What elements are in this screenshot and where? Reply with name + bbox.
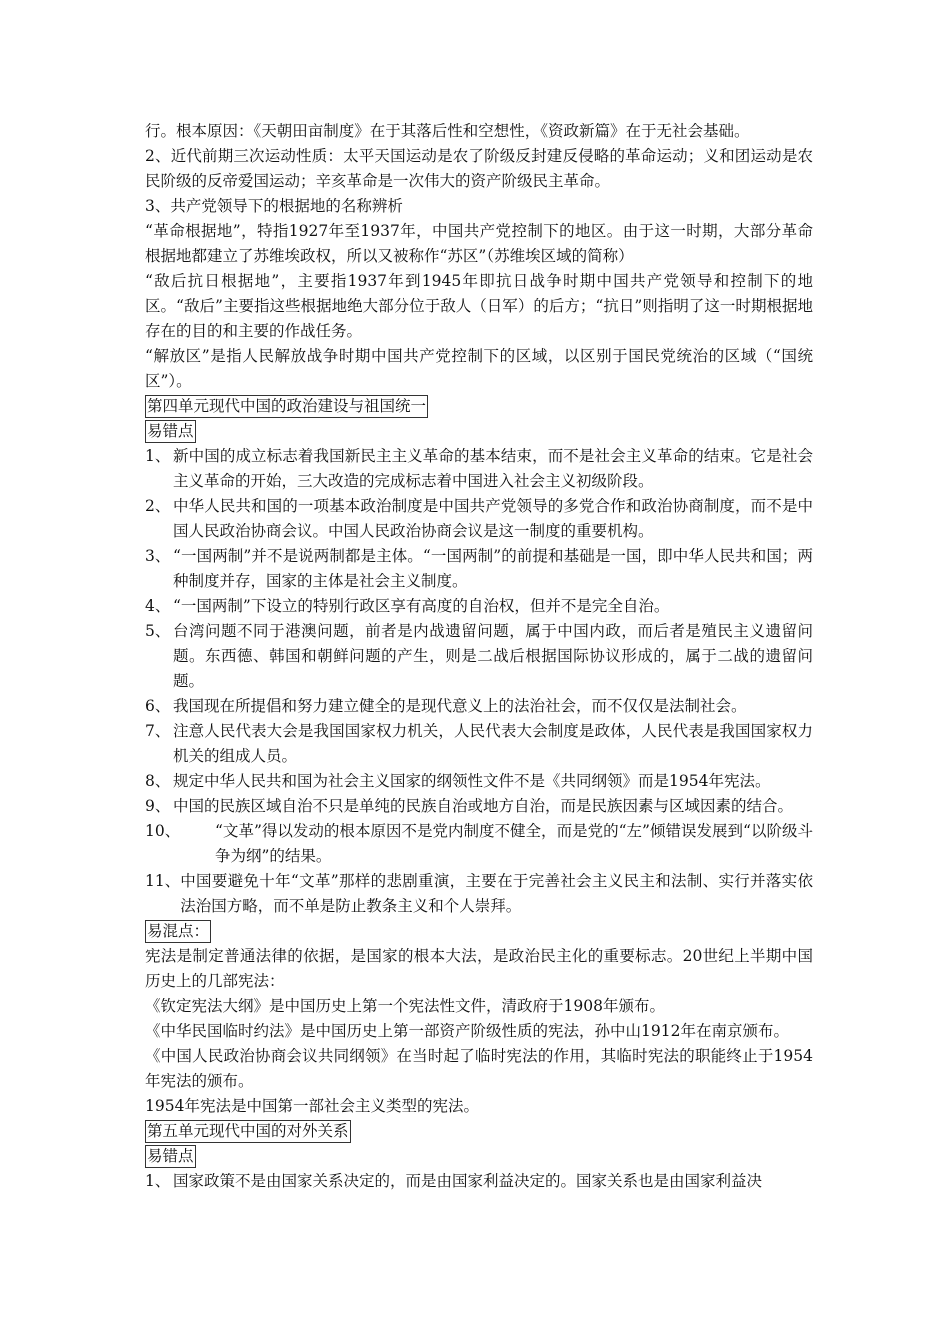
unit5-title: 第五单元现代中国的对外关系 (145, 1120, 351, 1143)
intro-line-5: “敌后抗日根据地”，主要指1937年到1945年即抗日战争时期中国共产党领导和控制下的地区。“敌后”主要指这些根据地绝大部分位于敌人（日军）的后方；“抗日”则指明了这一时期根据地存在的目的和主要的作战任务。 (145, 272, 813, 340)
confuse-line-3: 《中华民国临时约法》是中国历史上第一部资产阶级性质的宪法，孙中山1912年在南京颁布。 (145, 1022, 789, 1040)
unit4-item (145, 619, 813, 694)
unit4-errors-label: 易错点 (145, 420, 196, 443)
confuse-line-1: 宪法是制定普通法律的依据，是国家的根本大法，是政治民主化的重要标志。20世纪上半期中国历史上的几部宪法： (145, 947, 813, 990)
item-number: 3、 (145, 547, 171, 565)
intro-line-3: 3、共产党领导下的根据地的名称辨析 (145, 197, 403, 215)
confuse-line-5: 1954年宪法是中国第一部社会主义类型的宪法。 (145, 1097, 479, 1115)
unit4-item (145, 594, 813, 619)
unit4-item (145, 794, 813, 819)
item-number: 10、 (145, 822, 181, 840)
item-text: 规定中华人民共和国为社会主义国家的纲领性文件不是《共同纲领》而是1954年宪法。 (173, 772, 771, 790)
item-text: “一国两制”并不是说两制都是主体。“一国两制”的前提和基础是一国，即中华人民共和国；两种制度并存，国家的主体是社会主义制度。 (173, 547, 813, 590)
item-text: 国家政策不是由国家关系决定的，而是由国家利益决定的。国家关系也是由国家利益决 (173, 1172, 763, 1190)
item-number: 7、 (145, 722, 171, 740)
intro-line-6: “解放区”是指人民解放战争时期中国共产党控制下的区域，以区别于国民党统治的区域（“国统区”）。 (145, 347, 813, 390)
unit4-confuse-label: 易混点： (145, 920, 211, 943)
item-text: 新中国的成立标志着我国新民主主义革命的基本结束，而不是社会主义革命的结束。它是社会主义革命的开始，三大改造的完成标志着中国进入社会主义初级阶段。 (173, 447, 813, 490)
item-number: 2、 (145, 497, 171, 515)
item-text: “文革”得以发动的根本原因不是党内制度不健全，而是党的“左”倾错误发展到“以阶级斗争为纲”的结果。 (215, 822, 813, 865)
item-number: 9、 (145, 797, 171, 815)
unit5-errors-label: 易错点 (145, 1145, 196, 1168)
item-number: 4、 (145, 597, 171, 615)
item-number: 6、 (145, 697, 171, 715)
item-text: “一国两制”下设立的特别行政区享有高度的自治权，但并不是完全自治。 (173, 597, 670, 615)
item-number: 11、 (145, 872, 181, 890)
item-text: 注意人民代表大会是我国国家权力机关，人民代表大会制度是政体，人民代表是我国国家权力机关的组成人员。 (173, 722, 813, 765)
item-number: 1、 (145, 1172, 171, 1190)
item-number: 8、 (145, 772, 171, 790)
confuse-line-4: 《中国人民政治协商会议共同纲领》在当时起了临时宪法的作用，其临时宪法的职能终止于1954年宪法的颁布。 (145, 1047, 813, 1090)
unit4-item (145, 769, 813, 794)
unit4-item (145, 869, 813, 919)
item-text: 我国现在所提倡和努力建立健全的是现代意义上的法治社会，而不仅仅是法制社会。 (173, 697, 747, 715)
unit5-item (145, 1169, 813, 1194)
intro-line-4: “革命根据地”，特指1927年至1937年，中国共产党控制下的地区。由于这一时期，大部分革命根据地都建立了苏维埃政权，所以又被称作“苏区”（苏维埃区域的简称） (145, 222, 813, 265)
unit4-item (145, 544, 813, 594)
unit4-item (145, 694, 813, 719)
item-text: 中国的民族区域自治不只是单纯的民族自治或地方自治，而是民族因素与区域因素的结合。 (173, 797, 794, 815)
item-text: 中国要避免十年“文革”那样的悲剧重演，主要在于完善社会主义民主和法制、实行并落实依法治国方略，而不单是防止教条主义和个人崇拜。 (180, 872, 813, 915)
item-text: 中华人民共和国的一项基本政治制度是中国共产党领导的多党合作和政治协商制度，而不是中国人民政治协商会议。中国人民政治协商会议是这一制度的重要机构。 (173, 497, 813, 540)
document-page (145, 119, 813, 1194)
item-text: 台湾问题不同于港澳问题，前者是内战遗留问题，属于中国内政，而后者是殖民主义遗留问题。东西德、韩国和朝鲜问题的产生，则是二战后根据国际协议形成的，属于二战的遗留问题。 (173, 622, 813, 690)
intro-line-1: 行。根本原因：《天朝田亩制度》在于其落后性和空想性，《资政新篇》在于无社会基础。 (145, 122, 750, 140)
item-number: 5、 (145, 622, 171, 640)
unit4-item (145, 819, 813, 869)
unit4-item (145, 444, 813, 494)
unit4-title: 第四单元现代中国的政治建设与祖国统一 (145, 395, 428, 418)
item-number: 1、 (145, 447, 171, 465)
unit4-item (145, 719, 813, 769)
confuse-line-2: 《钦定宪法大纲》是中国历史上第一个宪法性文件，清政府于1908年颁布。 (145, 997, 665, 1015)
unit4-item (145, 494, 813, 544)
intro-line-2: 2、近代前期三次运动性质：太平天国运动是农了阶级反封建反侵略的革命运动；义和团运动是农民阶级的反帝爱国运动；辛亥革命是一次伟大的资产阶级民主革命。 (145, 147, 813, 190)
